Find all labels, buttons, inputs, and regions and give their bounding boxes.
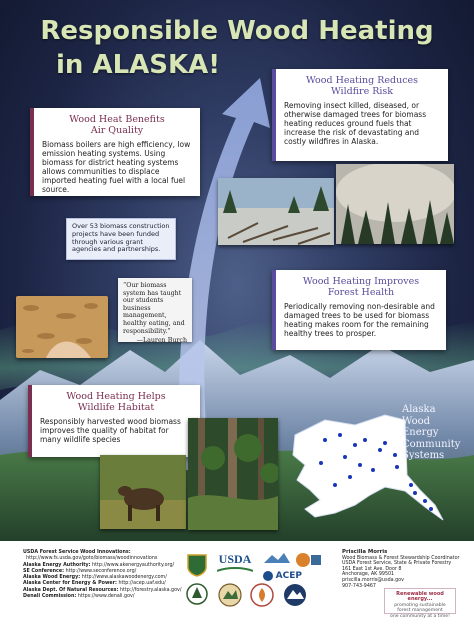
wildlife-heading-line-1: Wood Heating Helps [66, 391, 166, 402]
forest-health-heading-line-1: Wood Heating Improves [302, 276, 420, 287]
tagline-box [384, 588, 456, 619]
air-quality-heading-line-1: Wood Heat Benefits [69, 114, 165, 125]
forest-health-card [272, 270, 446, 350]
air-quality-body: Biomass boilers are high efficiency, low emission heating systems. Using biomass for district heating systems allows communities to displace imported heating fuel with a local fuel source. [42, 140, 191, 194]
contact-info [342, 550, 462, 589]
wildlife-body: Responsibly harvested wood biomass improves the quality of habitat for many wildlife species [40, 417, 181, 444]
contact-city: Anchorage, AK 99501 [342, 572, 395, 578]
forest-health-body: Periodically removing non-desirable and damaged trees to be used for biomass heating makes room for the remaining healthy trees to prosper. [284, 302, 435, 338]
contact-org: USDA Forest Service, State & Private Forestry [342, 561, 452, 567]
resource-link-url[interactable]: http://www.fs.usda.gov/goto/biomass/woodinnovations [26, 556, 158, 562]
map-label-line-2: Wood [402, 415, 431, 427]
forest-health-heading-line-2: Forest Health [327, 287, 395, 298]
wildlife-heading [40, 391, 192, 413]
wildfire-smoke-photo [336, 164, 454, 244]
contact-address: 161 East 1st Ave. Door 8 [342, 566, 402, 572]
map-label-line-4: Community [402, 438, 461, 450]
grant-projects-note: Over 53 biomass construction projects have been funded through various grant agencies and partnerships. [66, 218, 176, 260]
forest-trail-photo [188, 418, 278, 530]
wildfire-heading-line-2: Wildfire Risk [330, 86, 394, 97]
resource-link-url[interactable]: http://acep.uaf.edu/ [118, 581, 166, 587]
air-quality-heading [42, 114, 192, 136]
tagline-line-4: one community at a time! [390, 613, 450, 619]
quote-text: “Our biomass system has taught our students business management, healthy eating, and responsibility.” [123, 282, 185, 335]
wildfire-card [272, 69, 448, 161]
tagline-title: Renewable wood energy... [396, 591, 444, 603]
contact-email[interactable]: priscilla.morris@usda.gov [342, 577, 404, 583]
resource-links-heading: USDA Forest Service Wood Innovations: [23, 550, 131, 555]
air-quality-card [30, 108, 200, 196]
resource-link-label: Alaska Center for Energy & Power: [23, 581, 117, 587]
map-label-line-1: Alaska [402, 404, 436, 415]
title-line-2: in ALASKA! [56, 50, 221, 80]
resource-link[interactable] [23, 594, 193, 600]
forest-service-shield-logo [186, 553, 208, 577]
alaska-wood-energy-logo [250, 583, 274, 607]
se-conference-logo [294, 551, 322, 569]
quote-attribution: —Lauren Burch [136, 337, 187, 345]
resource-link-url[interactable]: https://www.denali.gov/ [77, 594, 135, 600]
resource-link-label: SE Conference: [23, 568, 65, 574]
wildfire-heading-line-1: Wood Heating Reduces [305, 75, 419, 86]
resource-link-url[interactable]: http://www.seconference.org/ [65, 568, 137, 574]
resource-link-label: Alaska Wood Energy: [23, 575, 81, 581]
map-label-line-3: Energy [402, 427, 439, 438]
resource-link-url[interactable]: http://www.akenergyauthority.org/ [92, 562, 175, 568]
contact-phone: 907-743-9467 [342, 583, 376, 589]
quote-box [118, 278, 192, 345]
usda-logo [216, 551, 254, 573]
resource-link-label: Alaska Dept. Of Natural Resources: [23, 587, 119, 593]
resource-link-url[interactable]: http://forestry.alaska.gov/ [120, 587, 182, 593]
wildfire-heading [284, 75, 440, 97]
contact-title: Wood Biomass & Forest Stewardship Coordinator [342, 555, 460, 561]
damaged-trees-photo [218, 178, 334, 245]
acep-logo [262, 569, 302, 583]
forest-health-heading [284, 276, 438, 298]
alaska-energy-authority-logo [264, 551, 290, 567]
dnr-logo [218, 583, 242, 607]
air-quality-heading-line-2: Air Quality [90, 125, 144, 136]
wildlife-heading-line-2: Wildlife Habitat [77, 402, 155, 413]
tagline-line-2: promoting sustainable [394, 602, 446, 608]
resource-link-label: Denali Commission: [23, 594, 77, 600]
tagline-line-3: forest management [397, 608, 443, 614]
resource-link-url[interactable]: http://www.alaskawoodenergy.com/ [81, 575, 167, 581]
moose-photo [100, 455, 186, 529]
contact-name: Priscilla Morris [342, 549, 388, 555]
wildfire-body: Removing insect killed, diseased, or otherwise damaged trees for biomass heating reduces ground fuels that increase the risk of devastating and costly wildfires in Alaska. [284, 101, 427, 146]
resource-links [23, 550, 193, 600]
title-line-1: Responsible Wood Heating [40, 16, 434, 46]
usda-logo-text: USDA [218, 552, 252, 566]
state-forestry-logo [186, 583, 208, 605]
denali-commission-logo [282, 583, 308, 607]
map-label-line-5: Systems [402, 450, 445, 461]
map-label [402, 404, 468, 462]
resource-link-label: Alaska Energy Authority: [23, 562, 91, 568]
wildlife-card [28, 385, 200, 457]
wood-chips-photo [16, 296, 108, 358]
acep-logo-text: ACEP [275, 571, 302, 581]
